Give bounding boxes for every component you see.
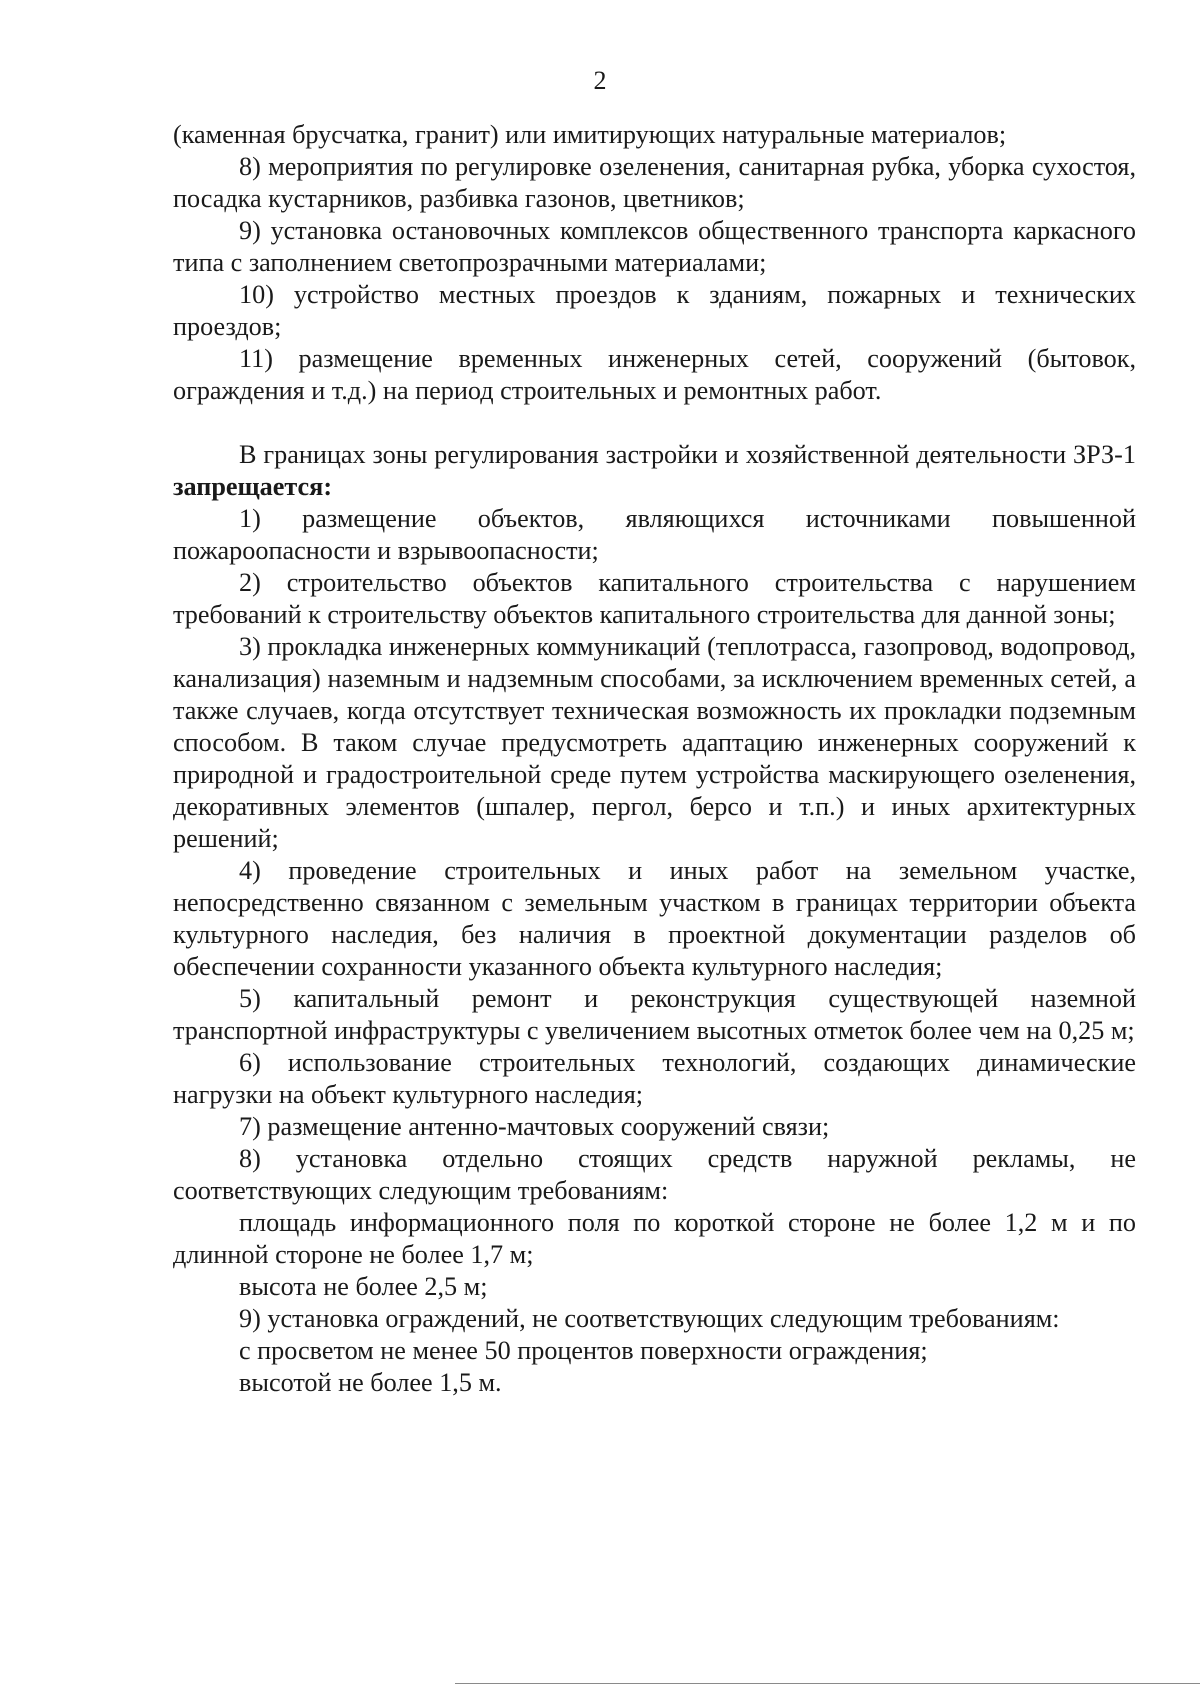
prohibition-intro: В границах зоны регулирования застройки и хозяйственной деятельности ЗРЗ-1 [239,440,1136,469]
bottom-scan-line [455,1683,1200,1684]
prohibited-item-3: 3) прокладка инженерных коммуникаций (теплотрасса, газопровод, водопровод, канализация) наземным и надземным способами, за исключением временных сетей, а также случаев, когда отсутствует техническая возможность их прокладки подземным способом. В таком случае предусмотреть адаптацию инженерных сооружений к природной и градостроительной среде путем устройства маскирующего озеленения, декоративных элементов (шпалер, пергол, берсо и т.п.) и иных архитектурных решений; [173,632,1136,853]
allowed-item-8: 8) мероприятия по регулировке озеленения, санитарная рубка, уборка сухостоя, посадка кустарников, разбивка газонов, цветников; [173,152,1136,213]
prohibited-item-2: 2) строительство объектов капитального строительства с нарушением требований к строительству объектов капитального строительства для данной зоны; [173,568,1136,629]
allowed-item-9: 9) установка остановочных комплексов общественного транспорта каркасного типа с заполнением светопрозрачными материалами; [173,216,1136,277]
advertising-requirement-height: высота не более 2,5 м; [239,1272,488,1301]
prohibited-item-9: 9) установка ограждений, не соответствующих следующим требованиям: [239,1304,1060,1333]
page-number: 2 [593,66,607,95]
document-body [173,119,1136,1399]
prohibited-item-7: 7) размещение антенно-мачтовых сооружений связи; [239,1112,830,1141]
prohibited-item-1: 1) размещение объектов, являющихся источниками повышенной пожароопасности и взрывоопасности; [173,504,1136,565]
prohibition-keyword: запрещается: [173,472,333,501]
prohibited-item-5: 5) капитальный ремонт и реконструкция существующей наземной транспортной инфраструктуры с увеличением высотных отметок более чем на 0,25 м; [173,984,1136,1045]
prohibited-item-4: 4) проведение строительных и иных работ на земельном участке, непосредственно связанном с земельным участком в границах территории объекта культурного наследия, без наличия в проектной документации разделов об обеспечении сохранности указанного объекта культурного наследия; [173,856,1136,981]
prohibition-heading [173,439,1136,503]
fence-requirement-height: высотой не более 1,5 м. [239,1368,502,1397]
prohibited-item-8: 8) установка отдельно стоящих средств наружной рекламы, не соответствующих следующим требованиям: [173,1144,1136,1205]
continuation-paragraph: (каменная брусчатка, гранит) или имитирующих натуральные материалов; [173,120,1007,149]
prohibited-item-6: 6) использование строительных технологий, создающих динамические нагрузки на объект культурного наследия; [173,1048,1136,1109]
allowed-item-11: 11) размещение временных инженерных сетей, сооружений (бытовок, ограждения и т.д.) на период строительных и ремонтных работ. [173,344,1136,405]
fence-requirement-clearance: с просветом не менее 50 процентов поверхности ограждения; [239,1336,928,1365]
allowed-item-10: 10) устройство местных проездов к зданиям, пожарных и технических проездов; [173,280,1136,341]
advertising-requirement-size: площадь информационного поля по короткой стороне не более 1,2 м и по длинной стороне не более 1,7 м; [173,1208,1136,1269]
section-gap [173,407,1136,439]
